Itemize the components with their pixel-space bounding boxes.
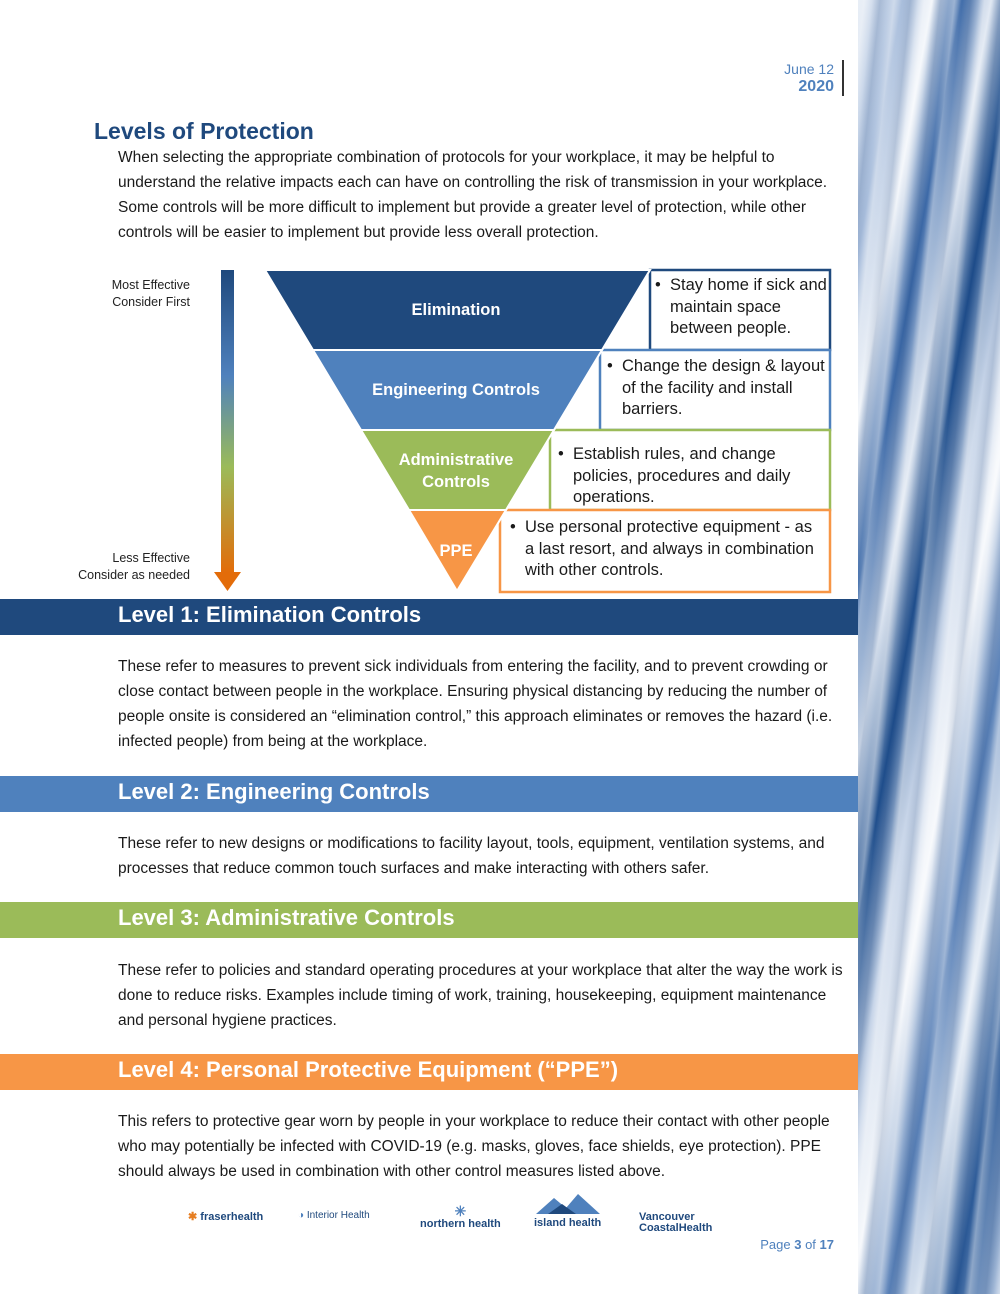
bullet-administrative: • Establish rules, and change policies, procedures and daily operations. — [558, 445, 791, 506]
footer-logos — [180, 1196, 740, 1236]
bullet-ppe: • Use personal protective equipment - as a last resort, and always in combination with other controls. — [510, 518, 814, 579]
tier-label-administrative: Administrative Controls — [398, 451, 514, 491]
header-year: 2020 — [798, 78, 834, 95]
logo-northern-health: ✳ northern health — [420, 1203, 501, 1230]
section-band-level-2 — [0, 776, 858, 812]
decorative-sidebar — [858, 0, 1000, 1294]
bullet-elimination: • Stay home if sick and maintain space between people. — [655, 276, 827, 337]
island-health-mountain-icon — [536, 1194, 600, 1214]
logo-island-health: island health — [534, 1194, 601, 1229]
logo-vancouver-coastal-health: Vancouver CoastalHealth — [639, 1211, 713, 1234]
northern-health-star-icon: ✳ — [454, 1203, 467, 1219]
section-band-level-4 — [0, 1054, 858, 1090]
bullet-engineering: • Change the design & layout of the facility and install barriers. — [607, 357, 825, 418]
section-text-level-1: These refer to measures to prevent sick individuals from entering the facility, and to prevent crowding or close contact between people in the workplace. Ensuring physical distancing by reducing the number of people onsite is considered an “elimination control,” this approach eliminates or removes the hazard (i.e. infected people) from being at the workplace. — [118, 658, 833, 750]
section-title-level-1: Level 1: Elimination Controls — [118, 602, 422, 627]
section-text-level-2: These refer to new designs or modifications to facility layout, tools, equipment, ventilation systems, and processes that reduce common touch surfaces and make interacting with others safer. — [118, 835, 825, 877]
bullet-dot: • — [558, 445, 564, 463]
logo-fraser-health: ✱ fraserhealth — [188, 1211, 264, 1223]
tier-label-engineering: Engineering Controls — [372, 381, 540, 399]
section-text-level-3: These refer to policies and standard operating procedures at your workplace that alter the way the work is done to reduce risks. Examples include timing of work, training, housekeeping, equipment maintenance and personal hygiene practices. — [118, 962, 843, 1029]
section-title-level-3: Level 3: Administrative Controls — [118, 905, 455, 930]
section-text-level-4: This refers to protective gear worn by people in your workplace to reduce their contact with other people who may potentially be infected with COVID-19 (e.g. masks, gloves, face shields, eye protection). PPE should always be used in combination with other control measures listed above. — [118, 1113, 830, 1180]
tier-label-elimination: Elimination — [411, 301, 501, 319]
section-title-level-4: Level 4: Personal Protective Equipment (“PPE”) — [118, 1057, 619, 1082]
tier-label-ppe: PPE — [439, 542, 473, 560]
section-band-level-1 — [0, 599, 858, 635]
scale-bottom-label: Less Effective Consider as needed — [78, 551, 190, 582]
header-month-day: June 12 — [784, 61, 834, 77]
bullet-dot: • — [607, 357, 613, 375]
page-title: Levels of Protection — [94, 118, 314, 144]
scale-top-label: Most Effective Consider First — [111, 278, 190, 309]
bullet-dot: • — [655, 276, 661, 294]
effectiveness-arrow-shaft — [221, 270, 234, 573]
interior-health-swoosh-icon: ◑ — [298, 1210, 305, 1221]
fraser-swirl-icon: ✱ — [188, 1211, 198, 1223]
page-number: Page 3 of 17 — [760, 1237, 834, 1252]
bullet-dot: • — [510, 518, 516, 536]
intro-paragraph: When selecting the appropriate combination of protocols for your workplace, it may be helpful to understand the relative impacts each can have on controlling the risk of transmission in your workplace. Some controls will be more difficult to implement but provide a greater level of protection, while other controls will be easier to implement but provide less overall protection. — [118, 149, 828, 241]
effectiveness-arrow-head — [214, 572, 241, 591]
section-title-level-2: Level 2: Engineering Controls — [118, 779, 430, 804]
logo-interior-health: ◑ Interior Health — [298, 1210, 370, 1221]
section-band-level-3 — [0, 902, 858, 938]
